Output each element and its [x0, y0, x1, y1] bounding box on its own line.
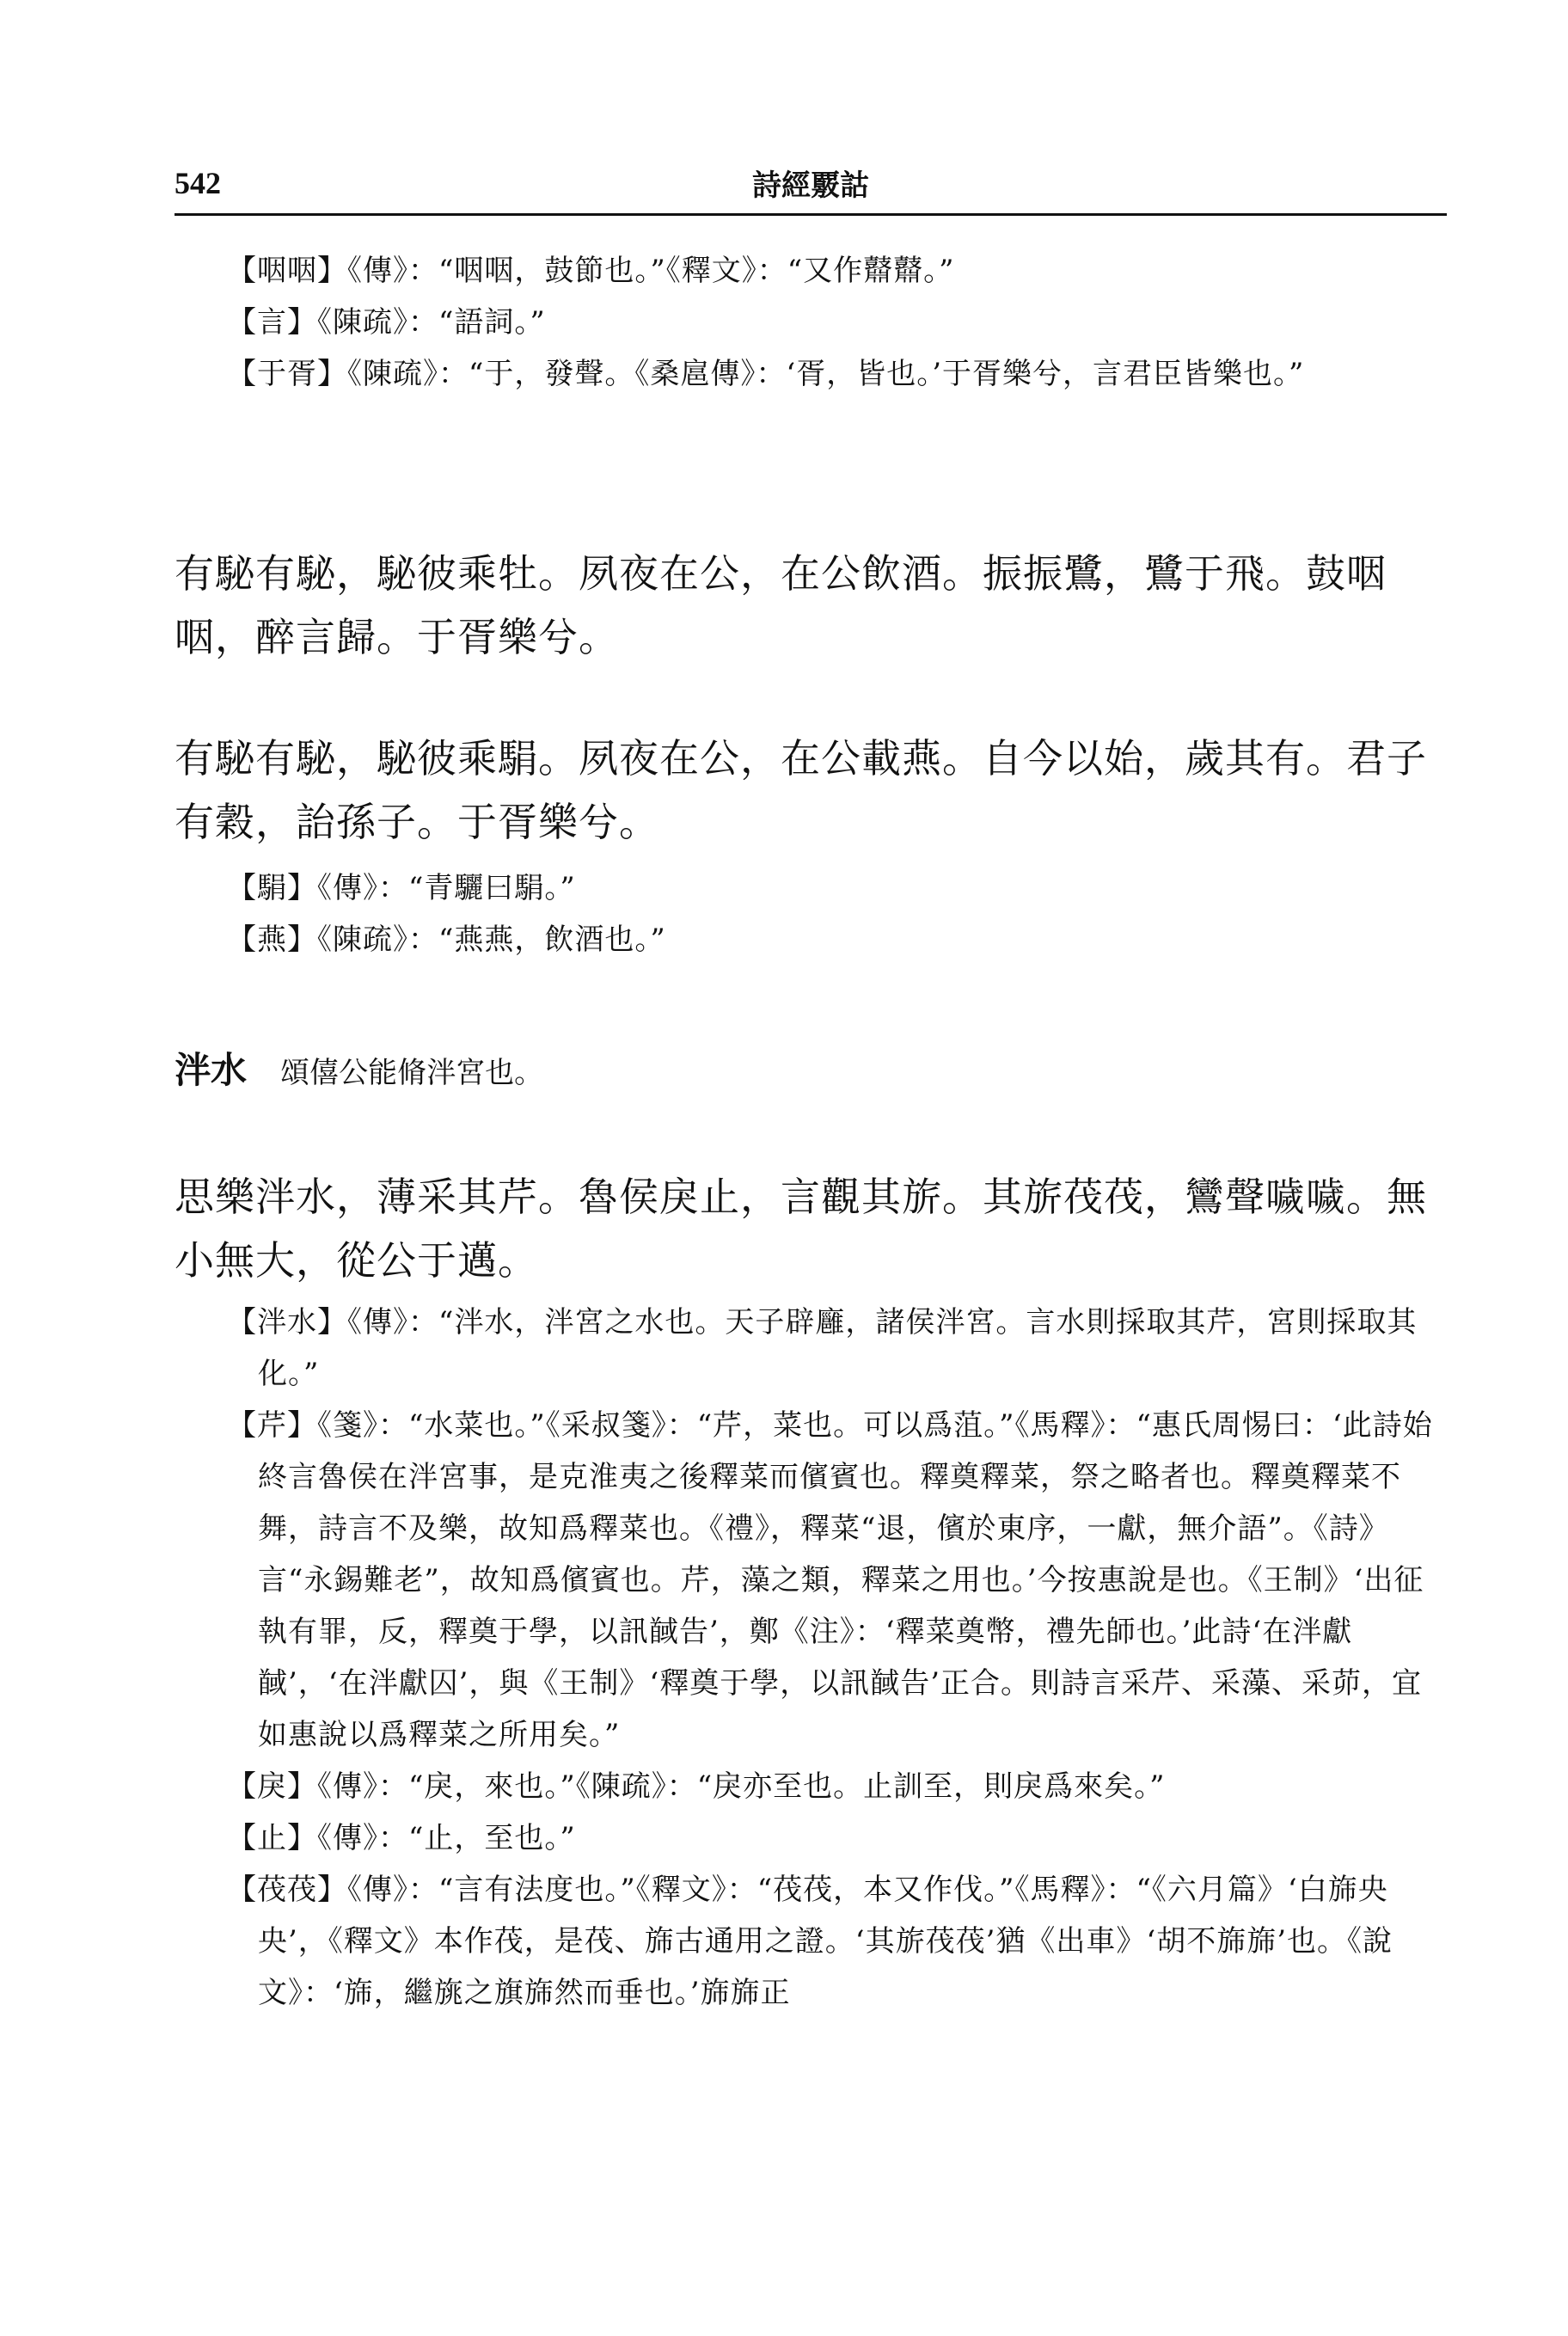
note-peipei: 【茷茷】《傳》：“言有法度也。”《釋文》：“茷茷，本又作伐。”《馬釋》：“《六月篇》‘白旆央央’，《釋文》本作茷，是茷、旆古通用之證。‘其旂茷茷’猶《出車》‘胡不旆旆’也。《說文》：‘旆，繼旐之旗旆然而垂也。’旆旆正 [227, 1873, 1393, 2010]
note-zhi: 【止】《傳》：“止，至也。” [227, 1821, 576, 1855]
section-title: 泮水 [175, 1049, 248, 1091]
verse-stanza-1 [175, 542, 1447, 669]
notes-top [175, 245, 1447, 400]
section-description: 頌僖公能脩泮宮也。 [280, 1056, 544, 1090]
verse-text: 有駜有駜，駜彼乘牡。夙夜在公，在公飲酒。振振鷺，鷺于飛。鼓咽咽，醉言歸。于胥樂兮。 [175, 550, 1387, 660]
book-title: 詩經覈詁 [752, 169, 869, 203]
page-header [175, 162, 1447, 216]
note-yuxu: 【于胥】《陳疏》：“于，發聲。《桑扈傳》：‘胥，皆也。’于胥樂兮，言君臣皆樂也。” [227, 357, 1305, 391]
note-panshui: 【泮水】《傳》：“泮水，泮宮之水也。天子辟廱，諸侯泮宮。言水則採取其芹，宮則採取其化。” [227, 1305, 1418, 1391]
notes-mid [175, 862, 1447, 966]
verse-text: 有駜有駜，駜彼乘駽。夙夜在公，在公載燕。自今以始，歲其有。君子有穀，詒孫子。于胥樂兮。 [175, 735, 1427, 845]
verse-text: 思樂泮水，薄采其芹。魯侯戾止，言觀其旂。其旂茷茷，鸞聲噦噦。無小無大，從公于邁。 [175, 1174, 1427, 1284]
verse-panshui [175, 1165, 1447, 1292]
notes-bottom [175, 1297, 1447, 2019]
note-yan: 【言】《陳疏》：“語詞。” [227, 305, 546, 340]
note-xuan: 【駽】《傳》：“青驪曰駽。” [227, 871, 576, 905]
note-qin: 【芹】《箋》：“水菜也。”《采叔箋》：“芹，菜也。可以爲菹。”《馬釋》：“惠氏周惕曰：‘此詩始終言魯侯在泮宮事，是克淮夷之後釋菜而儐賓也。釋奠釋菜，祭之略者也。釋奠釋菜不舞，詩言不及樂，故知爲釋菜也。《禮》，釋菜“退，儐於東序，一獻，無介語”。《詩》言“永錫難老”，故知爲儐賓也。芹，藻之類，釋菜之用也。’今按惠說是也。《王制》‘出征執有罪，反，釋奠于學，以訊馘告’，鄭《注》：‘釋菜奠幣，禮先師也。’此詩‘在泮獻馘’，‘在泮獻囚’，與《王制》‘釋奠于學，以訊馘告’正合。則詩言采芹、采藻、采茆，宜如惠說以爲釋菜之所用矣。” [227, 1408, 1433, 1752]
page-number: 542 [175, 166, 221, 200]
note-yan-drink: 【燕】《陳疏》：“燕燕，飲酒也。” [227, 923, 666, 957]
note-li: 【戾】《傳》：“戾，來也。”《陳疏》：“戾亦至也。止訓至，則戾爲來矣。” [227, 1769, 1166, 1804]
section-heading [175, 1040, 1447, 1108]
verse-stanza-2 [175, 727, 1447, 854]
note-yanyan: 【咽咽】《傳》：“咽咽，鼓節也。”《釋文》：“又作鼘鼘。” [227, 254, 955, 288]
